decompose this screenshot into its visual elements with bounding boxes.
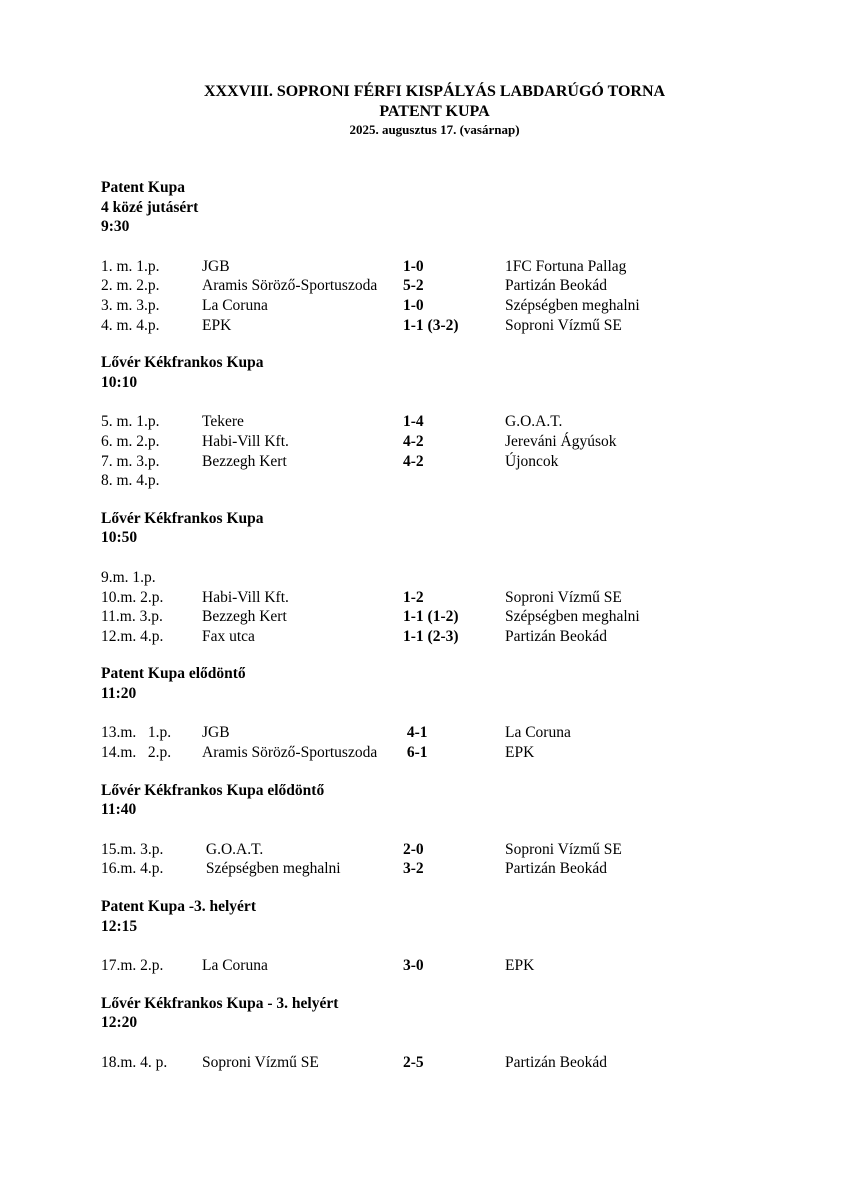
section-title: Lővér Kékfrankos Kupa elődöntő bbox=[101, 781, 325, 799]
home-team: La Coruna bbox=[202, 296, 268, 314]
home-team: G.O.A.T. bbox=[202, 840, 264, 858]
spacer bbox=[101, 936, 801, 956]
document-subtitle: PATENT KUPA bbox=[379, 103, 490, 120]
section-time: 10:50 bbox=[101, 529, 138, 547]
match-score: 1-4 bbox=[403, 413, 424, 431]
spacer bbox=[101, 1033, 801, 1053]
match-score: 3-2 bbox=[403, 860, 424, 878]
document-header bbox=[0, 82, 849, 138]
section-spacer bbox=[101, 976, 801, 994]
match-number: 11.m. 3.p. bbox=[101, 608, 163, 626]
section-spacer bbox=[101, 335, 801, 353]
match-score: 3-0 bbox=[403, 957, 424, 975]
spacer bbox=[101, 548, 801, 568]
section-title: Patent Kupa bbox=[101, 179, 185, 196]
section-time: 11:20 bbox=[101, 684, 137, 702]
spacer bbox=[101, 820, 801, 840]
match-number: 12.m. 4.p. bbox=[101, 627, 164, 645]
spacer bbox=[101, 237, 801, 257]
away-team: EPK bbox=[505, 744, 535, 762]
match-row bbox=[101, 627, 801, 647]
home-team: Fax utca bbox=[202, 627, 255, 645]
away-team: Soproni Vízmű SE bbox=[505, 588, 622, 606]
match-score: 1-0 bbox=[403, 296, 424, 314]
match-row bbox=[101, 276, 801, 296]
home-team: Szépségben meghalni bbox=[202, 860, 341, 878]
schedule-section bbox=[101, 178, 801, 353]
match-row bbox=[101, 471, 801, 491]
match-number: 1. m. 1.p. bbox=[101, 257, 160, 275]
home-team: Habi-Vill Kft. bbox=[202, 588, 289, 606]
away-team: EPK bbox=[505, 957, 535, 975]
match-row bbox=[101, 568, 801, 588]
home-team: Aramis Söröző-Sportuszoda bbox=[202, 744, 378, 762]
match-number: 9.m. 1.p. bbox=[101, 568, 156, 586]
home-team: Bezzegh Kert bbox=[202, 452, 287, 470]
match-row bbox=[101, 588, 801, 608]
match-score: 1-1 (2-3) bbox=[403, 627, 459, 645]
section-spacer bbox=[101, 491, 801, 509]
away-team: Partizán Beokád bbox=[505, 277, 608, 295]
match-score: 2-5 bbox=[403, 1054, 424, 1071]
match-score: 1-1 (3-2) bbox=[403, 316, 459, 334]
section-spacer bbox=[101, 879, 801, 897]
match-score: 2-0 bbox=[403, 840, 424, 858]
section-title: Lővér Kékfrankos Kupa bbox=[101, 354, 264, 372]
match-number: 18.m. 4. p. bbox=[101, 1054, 168, 1071]
section-title: Patent Kupa elődöntő bbox=[101, 665, 246, 683]
match-number: 17.m. 2.p. bbox=[101, 957, 164, 975]
away-team: Soproni Vízmű SE bbox=[505, 316, 622, 334]
schedule-section bbox=[101, 509, 801, 665]
section-spacer bbox=[101, 646, 801, 664]
section-time: 10:10 bbox=[101, 373, 138, 391]
section-spacer bbox=[101, 1073, 801, 1091]
home-team: Soproni Vízmű SE bbox=[202, 1054, 319, 1071]
document-title: XXXVIII. SOPRONI FÉRFI KISPÁLYÁS LABDARÚGÓ TORNA bbox=[203, 83, 666, 100]
match-score: 4-2 bbox=[403, 432, 424, 450]
away-team: 1FC Fortuna Pallag bbox=[505, 257, 627, 275]
schedule-section bbox=[101, 664, 801, 780]
away-team: La Coruna bbox=[505, 724, 571, 742]
match-number: 14.m. 2.p. bbox=[101, 744, 172, 762]
home-team: Tekere bbox=[202, 413, 244, 431]
match-row bbox=[101, 607, 801, 627]
match-row bbox=[101, 723, 801, 743]
away-team: Jereváni Ágyúsok bbox=[505, 432, 617, 450]
match-number: 16.m. 4.p. bbox=[101, 860, 164, 878]
match-number: 15.m. 3.p. bbox=[101, 840, 164, 858]
away-team: Szépségben meghalni bbox=[505, 608, 640, 626]
home-team: JGB bbox=[202, 257, 230, 275]
match-score: 1-2 bbox=[403, 588, 424, 606]
match-row bbox=[101, 956, 801, 976]
home-team: EPK bbox=[202, 316, 232, 334]
match-score: 4-2 bbox=[403, 452, 424, 470]
schedule-section bbox=[101, 897, 801, 994]
section-time: 12:20 bbox=[101, 1014, 138, 1032]
schedule-section bbox=[101, 781, 801, 897]
match-score: 6-1 bbox=[403, 744, 428, 762]
match-row bbox=[101, 316, 801, 336]
match-score: 1-1 (1-2) bbox=[403, 608, 459, 626]
match-row bbox=[101, 452, 801, 472]
match-number: 13.m. 1.p. bbox=[101, 724, 172, 742]
section-title: Patent Kupa -3. helyért bbox=[101, 898, 256, 916]
match-number: 2. m. 2.p. bbox=[101, 277, 160, 295]
spacer bbox=[101, 703, 801, 723]
spacer bbox=[101, 392, 801, 412]
section-title: Lővér Kékfrankos Kupa bbox=[101, 509, 264, 527]
away-team: Soproni Vízmű SE bbox=[505, 840, 622, 858]
schedule-section bbox=[101, 353, 801, 509]
section-subtitle: 4 közé jutásért bbox=[101, 198, 199, 216]
match-row bbox=[101, 432, 801, 452]
match-score: 1-0 bbox=[403, 257, 424, 275]
match-row bbox=[101, 743, 801, 763]
match-score: 4-1 bbox=[403, 724, 428, 742]
away-team: Szépségben meghalni bbox=[505, 296, 640, 314]
section-spacer bbox=[101, 763, 801, 781]
match-row bbox=[101, 412, 801, 432]
match-number: 5. m. 1.p. bbox=[101, 413, 160, 431]
away-team: Újoncok bbox=[505, 452, 559, 470]
match-number: 8. m. 4.p. bbox=[101, 472, 160, 490]
away-team: Partizán Beokád bbox=[505, 627, 608, 645]
match-number: 4. m. 4.p. bbox=[101, 316, 160, 334]
away-team: G.O.A.T. bbox=[505, 413, 563, 431]
section-time: 11:40 bbox=[101, 801, 137, 819]
match-number: 10.m. 2.p. bbox=[101, 588, 164, 606]
home-team: La Coruna bbox=[202, 957, 268, 975]
home-team: Bezzegh Kert bbox=[202, 608, 287, 626]
section-time: 12:15 bbox=[101, 917, 138, 935]
schedule bbox=[101, 178, 801, 1091]
match-row bbox=[101, 859, 801, 879]
match-number: 3. m. 3.p. bbox=[101, 296, 160, 314]
match-number: 7. m. 3.p. bbox=[101, 452, 160, 470]
home-team: JGB bbox=[202, 724, 230, 742]
home-team: Habi-Vill Kft. bbox=[202, 432, 289, 450]
match-row bbox=[101, 1053, 801, 1073]
away-team: Partizán Beokád bbox=[505, 860, 608, 878]
home-team: Aramis Söröző-Sportuszoda bbox=[202, 277, 378, 295]
match-number: 6. m. 2.p. bbox=[101, 432, 160, 450]
match-row bbox=[101, 840, 801, 860]
match-row bbox=[101, 296, 801, 316]
section-time: 9:30 bbox=[101, 218, 130, 236]
away-team: Partizán Beokád bbox=[505, 1054, 608, 1071]
match-score: 5-2 bbox=[403, 277, 424, 295]
schedule-section bbox=[101, 994, 801, 1091]
section-title: Lővér Kékfrankos Kupa - 3. helyért bbox=[101, 994, 339, 1012]
match-row bbox=[101, 257, 801, 277]
document-date: 2025. augusztus 17. (vasárnap) bbox=[349, 122, 520, 137]
